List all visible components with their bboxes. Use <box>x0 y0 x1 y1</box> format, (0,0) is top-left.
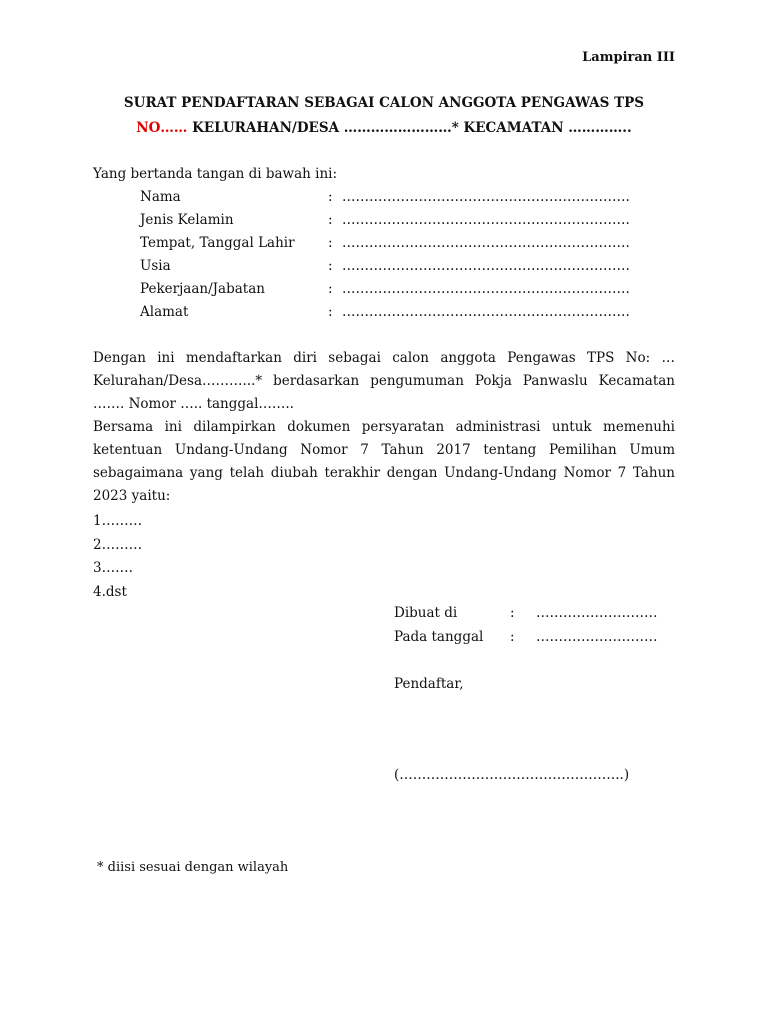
field-separator: : <box>328 212 333 228</box>
made-in-label: Dibuat di <box>394 605 458 621</box>
body-text <box>93 347 675 508</box>
registrant-label: Pendaftar, <box>394 676 464 692</box>
list-item: 4.dst <box>93 583 127 600</box>
field-value: ………………………………………………………. <box>342 212 630 228</box>
field-value: ………………………………………………………. <box>342 258 630 274</box>
field-nama <box>140 189 630 205</box>
made-in-row <box>394 605 658 621</box>
signature-name-placeholder: (…………………………………………..) <box>394 767 630 783</box>
subtitle-number: NO…… <box>136 120 188 136</box>
field-separator: : <box>328 235 333 251</box>
document-subtitle <box>0 120 768 136</box>
date-row <box>394 629 658 645</box>
field-jenis-kelamin <box>140 212 630 228</box>
date-value: ……………………… <box>536 629 658 645</box>
field-label: Jenis Kelamin <box>140 212 234 228</box>
document-title: SURAT PENDAFTARAN SEBAGAI CALON ANGGOTA PENGAWAS TPS <box>123 95 645 111</box>
list-item: 3……. <box>93 560 133 576</box>
field-value: ………………………………………………………. <box>342 304 630 320</box>
field-label: Tempat, Tanggal Lahir <box>140 235 295 251</box>
made-in-value: ……………………… <box>536 605 658 621</box>
field-label: Usia <box>140 258 171 274</box>
registration-paragraph: Dengan ini mendaftarkan diri sebagai calon anggota Pengawas TPS No: … Kelurahan/Desa………...* berdasarkan pengumuman Pokja Panwaslu Kecamatan ……. Nomor ….. tanggal…….. <box>93 350 675 412</box>
field-separator: : <box>328 304 333 320</box>
document-list <box>93 510 142 604</box>
field-separator: : <box>328 258 333 274</box>
field-alamat <box>140 304 630 320</box>
footnote: * diisi sesuai dengan wilayah <box>97 860 289 875</box>
date-label: Pada tanggal <box>394 629 484 645</box>
field-tempat-tanggal-lahir <box>140 235 630 251</box>
field-value: ………………………………………………………. <box>342 189 630 205</box>
field-separator: : <box>328 281 333 297</box>
list-item: 1……… <box>93 513 143 529</box>
field-label: Nama <box>140 189 181 205</box>
made-in-separator: : <box>510 605 515 621</box>
intro-text: Yang bertanda tangan di bawah ini: <box>93 166 338 182</box>
field-value: ………………………………………………………. <box>342 235 630 251</box>
list-item: 2……… <box>93 536 143 553</box>
field-separator: : <box>328 189 333 205</box>
field-pekerjaan-jabatan <box>140 281 630 297</box>
field-value: ………………………………………………………. <box>342 281 630 297</box>
subtitle-region: KELURAHAN/DESA ……………………* KECAMATAN ………….. <box>187 120 632 136</box>
date-separator: : <box>510 629 515 645</box>
field-label: Pekerjaan/Jabatan <box>140 281 265 297</box>
field-label: Alamat <box>140 304 189 320</box>
attachment-paragraph: Bersama ini dilampirkan dokumen persyaratan administrasi untuk memenuhi ketentuan Undang-Undang Nomor 7 Tahun 2017 tentang Pemilihan Umum sebagaimana yang telah diubah terakhir dengan Undang-Undang Nomor 7 Tahun 2023 yaitu: <box>93 419 675 504</box>
field-usia <box>140 258 630 274</box>
attachment-label: Lampiran III <box>582 50 675 65</box>
